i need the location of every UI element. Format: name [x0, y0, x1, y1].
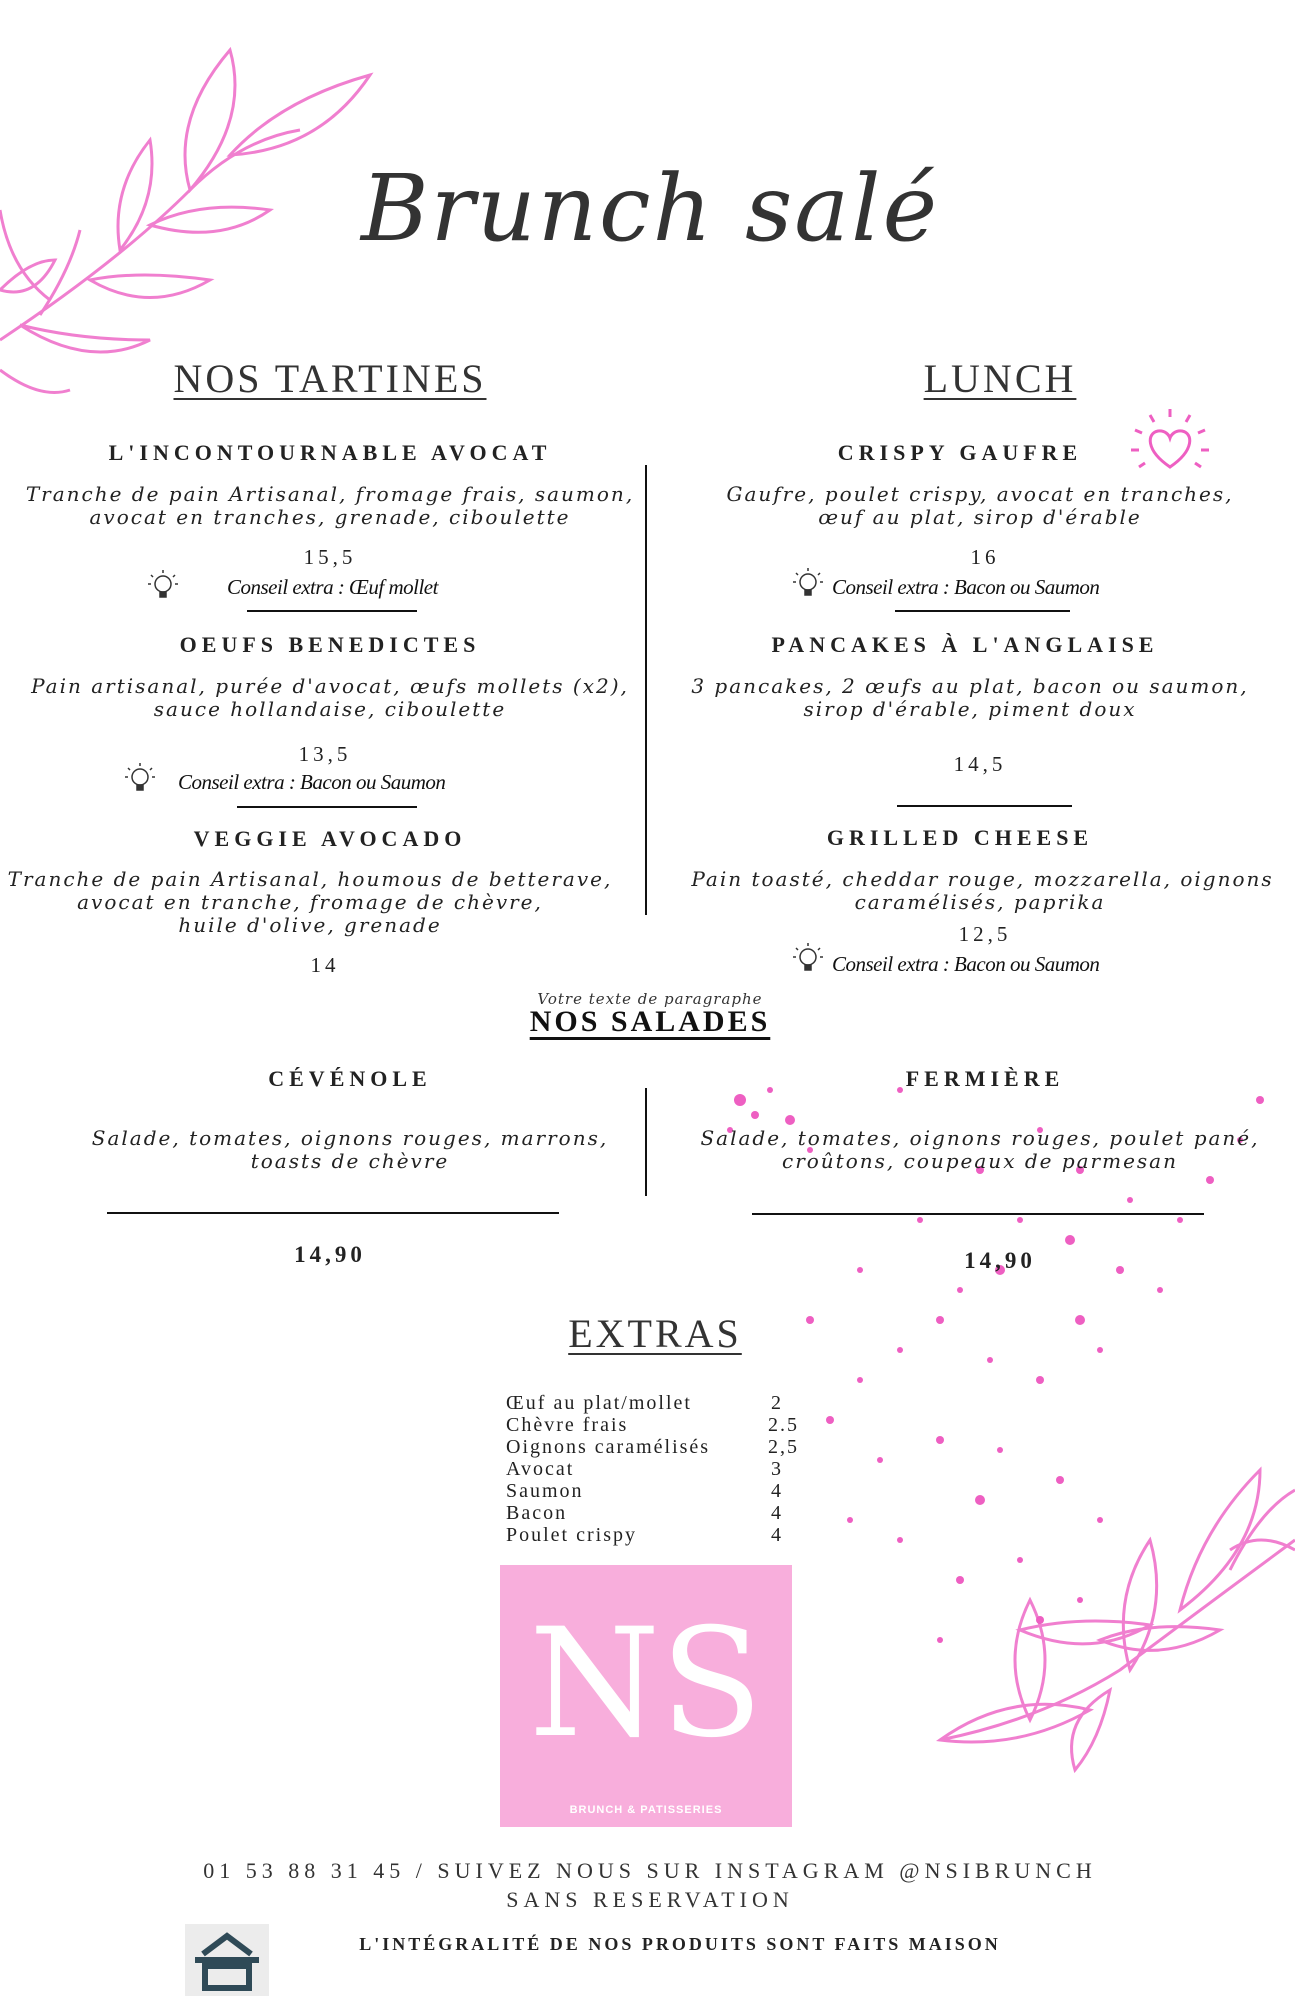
logo-tagline: BRUNCH & PATISSERIES — [569, 1804, 723, 1816]
item-price: 16 — [970, 545, 1000, 569]
extra-price: 2,5 — [768, 1436, 799, 1458]
item-price: 14 — [310, 953, 340, 977]
lightbulb-icon — [790, 940, 826, 976]
house-icon-glyph — [185, 1924, 269, 1996]
extra-label: Saumon — [506, 1480, 584, 1502]
item-description: Pain toasté, cheddar rouge, mozzarella, oignons — [691, 867, 1274, 891]
item-price: 14,5 — [953, 752, 1007, 776]
lightbulb-icon — [122, 760, 158, 796]
item-name: L'INCONTOURNABLE AVOCAT — [108, 440, 552, 465]
conseil-extra: Conseil extra : Bacon ou Saumon — [832, 952, 1100, 976]
footer-homemade: L'INTÉGRALITÉ DE NOS PRODUITS SONT FAITS MAISON — [359, 1934, 1001, 1954]
item-description: caramélisés, paprika — [854, 890, 1106, 914]
item-description: huile d'olive, grenade — [178, 913, 442, 937]
section-heading-salades: NOS SALADES — [529, 1005, 771, 1038]
section-heading-tartines: NOS TARTINES — [173, 356, 487, 401]
item-description: toasts de chèvre — [250, 1149, 450, 1173]
section-heading-lunch: LUNCH — [923, 356, 1077, 401]
extra-price: 2 — [771, 1392, 783, 1414]
item-separator — [897, 805, 1072, 807]
extra-price: 4 — [771, 1502, 783, 1524]
item-separator — [237, 806, 417, 808]
extra-label: Œuf au plat/mollet — [506, 1392, 692, 1414]
item-separator — [247, 610, 417, 612]
item-description: Pain artisanal, purée d'avocat, œufs mollets (x2), — [31, 674, 629, 698]
conseil-extra: Conseil extra : Œuf mollet — [227, 575, 438, 599]
section-heading-extras: EXTRAS — [568, 1311, 742, 1356]
list-item — [506, 1414, 806, 1436]
list-item — [506, 1480, 806, 1502]
extra-label: Chèvre frais — [506, 1414, 629, 1436]
extra-price: 2.5 — [768, 1414, 799, 1436]
extra-label: Bacon — [506, 1502, 568, 1524]
extra-price: 3 — [771, 1458, 783, 1480]
item-description: Tranche de pain Artisanal, fromage frais, saumon, — [25, 482, 635, 506]
item-description: avocat en tranche, fromage de chèvre, — [77, 890, 543, 914]
item-separator — [752, 1213, 1204, 1215]
lunch-column — [660, 0, 1295, 1000]
list-item — [506, 1502, 806, 1524]
item-description: Salade, tomates, oignons rouges, poulet pané, — [700, 1126, 1260, 1150]
extra-price: 4 — [771, 1524, 783, 1546]
footer-reservation: SANS RESERVATION — [506, 1887, 794, 1912]
conseil-extra: Conseil extra : Bacon ou Saumon — [178, 770, 446, 794]
item-name: VEGGIE AVOCADO — [193, 826, 467, 851]
item-description: Gaufre, poulet crispy, avocat en tranches, — [726, 482, 1234, 506]
item-description: Salade, tomates, oignons rouges, marrons, — [91, 1126, 609, 1150]
item-description: avocat en tranches, grenade, ciboulette — [89, 505, 571, 529]
item-price: 15,5 — [303, 545, 357, 569]
list-item — [506, 1458, 806, 1480]
extra-price: 4 — [771, 1480, 783, 1502]
ns-monogram-logo — [500, 1565, 792, 1827]
extra-label: Poulet crispy — [506, 1524, 637, 1546]
item-name: GRILLED CHEESE — [826, 825, 1094, 850]
lightbulb-icon — [145, 567, 181, 603]
extra-label: Oignons caramélisés — [506, 1436, 711, 1458]
conseil-extra: Conseil extra : Bacon ou Saumon — [832, 575, 1100, 599]
item-price: 13,5 — [298, 742, 352, 766]
item-description: Tranche de pain Artisanal, houmous de betterave, — [7, 867, 613, 891]
list-item — [506, 1524, 806, 1546]
extras-list — [506, 1392, 806, 1552]
list-item — [506, 1436, 806, 1458]
item-separator — [895, 610, 1070, 612]
item-description: 3 pancakes, 2 œufs au plat, bacon ou saumon, — [691, 674, 1249, 698]
footer-contact: 01 53 88 31 45 / SUIVEZ NOUS SUR INSTAGRAM @NSIBRUNCH — [203, 1858, 1097, 1883]
lightbulb-icon — [790, 565, 826, 601]
house-icon — [185, 1924, 269, 1996]
logo-letters: NS — [528, 1597, 764, 1771]
extra-label: Avocat — [506, 1458, 575, 1480]
item-separator — [107, 1212, 559, 1214]
page-title: Brunch salé — [360, 155, 940, 262]
item-description: sirop d'érable, piment doux — [803, 697, 1137, 721]
item-name: OEUFS BENEDICTES — [179, 632, 481, 657]
item-price: 14,90 — [294, 1242, 366, 1267]
item-name: CRISPY GAUFRE — [837, 440, 1083, 465]
list-item — [506, 1392, 806, 1414]
item-description: sauce hollandaise, ciboulette — [153, 697, 507, 721]
item-name: FERMIÈRE — [905, 1066, 1065, 1091]
item-description: croûtons, coupeaux de parmesan — [782, 1149, 1178, 1173]
item-price: 12,5 — [958, 922, 1012, 946]
item-description: œuf au plat, sirop d'érable — [818, 505, 1142, 529]
item-name: PANCAKES À L'ANGLAISE — [771, 632, 1159, 657]
item-price: 14,90 — [964, 1248, 1036, 1273]
tartines-column — [0, 0, 660, 1000]
placeholder-note: Votre texte de paragraphe — [537, 990, 763, 1008]
brand-logo — [500, 1565, 792, 1827]
item-name: CÉVÉNOLE — [268, 1066, 432, 1091]
